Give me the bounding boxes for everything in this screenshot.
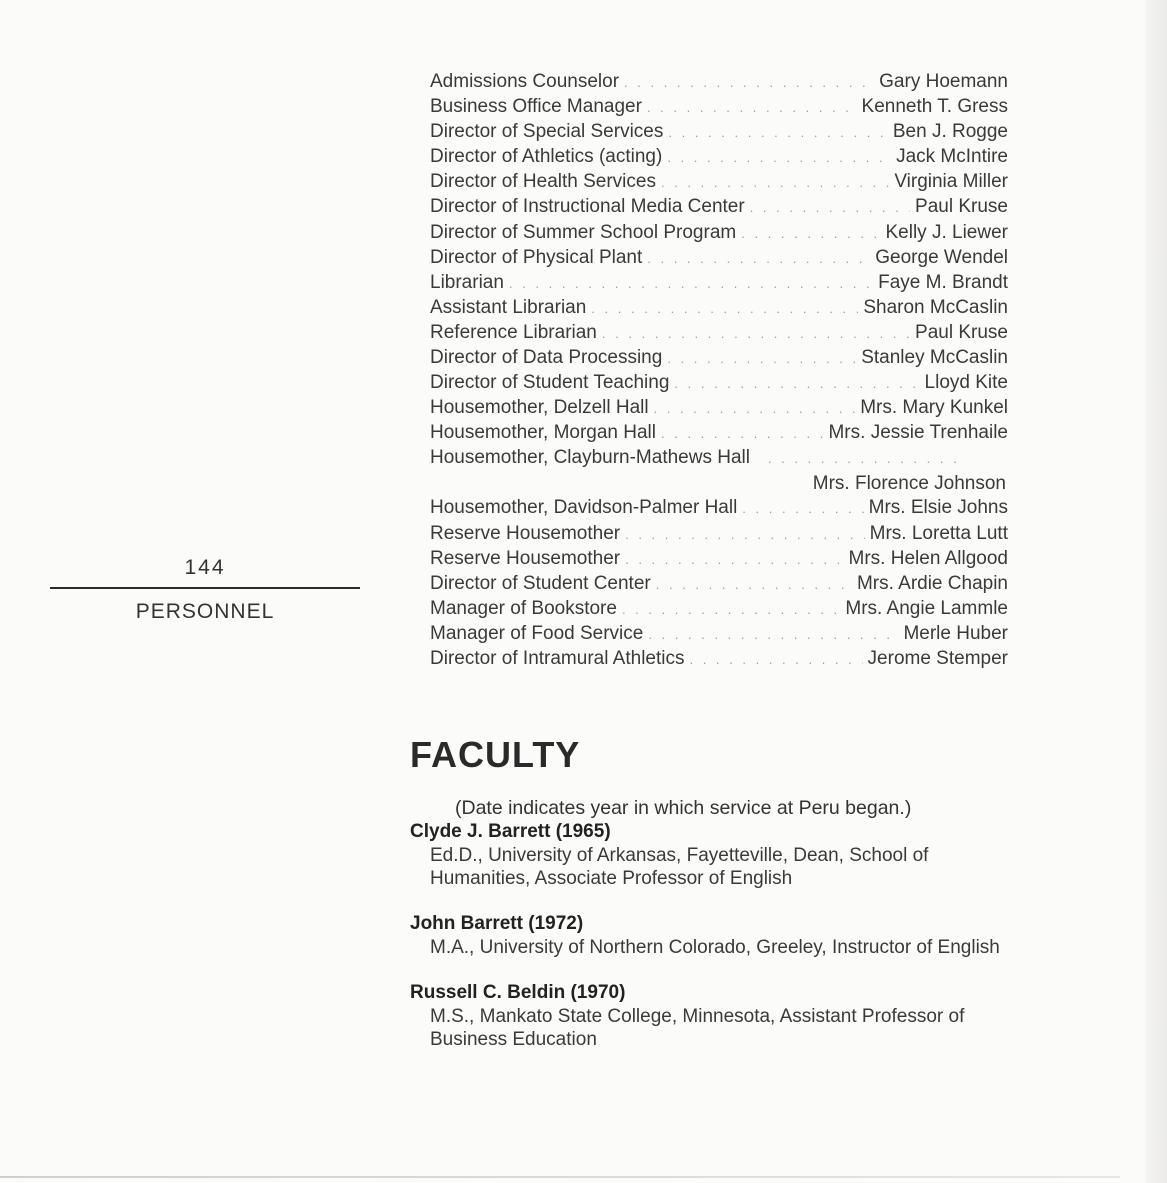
dot-leader [624, 70, 874, 95]
staff-name: Mrs. Ardie Chapin [856, 572, 1008, 594]
staff-title: Reserve Housemother [430, 547, 621, 569]
staff-row [430, 445, 1008, 495]
staff-row [430, 395, 1008, 420]
staff-name: Ben J. Rogge [892, 121, 1008, 143]
staff-row [430, 546, 1008, 571]
staff-row [430, 571, 1008, 596]
dot-leader [674, 371, 919, 396]
staff-name: Sharon McCaslin [863, 296, 1008, 318]
dot-leader [689, 647, 862, 672]
staff-name: Mrs. Mary Kunkel [860, 397, 1008, 419]
staff-name: Mrs. Helen Allgood [848, 547, 1008, 569]
page-bottom-rule [0, 1176, 1120, 1178]
dot-leader [667, 145, 891, 170]
staff-row [430, 495, 1008, 520]
staff-title: Director of Special Services [430, 121, 664, 143]
dot-leader [647, 246, 870, 271]
staff-title: Admissions Counselor [430, 71, 620, 92]
dot-leader [591, 296, 858, 321]
dot-leader [742, 496, 863, 521]
staff-title: Reference Librarian [430, 321, 597, 343]
staff-row [430, 69, 1008, 94]
staff-name: Jack McIntire [896, 146, 1008, 168]
staff-title: Director of Student Teaching [430, 372, 670, 394]
faculty-entry [410, 981, 1010, 1051]
dot-leader [602, 321, 910, 346]
staff-row [430, 295, 1008, 320]
staff-title: Housemother, Clayburn-Mathews Hall [430, 447, 750, 469]
page-right-edge [1145, 0, 1167, 1183]
staff-row [430, 169, 1008, 194]
staff-row [430, 119, 1008, 144]
staff-row [430, 345, 1008, 370]
staff-row [430, 420, 1008, 445]
staff-title: Director of Intramural Athletics [430, 647, 685, 669]
staff-row [430, 521, 1008, 546]
staff-name: Kelly J. Liewer [885, 221, 1008, 243]
dot-leader [661, 170, 889, 195]
staff-name: Jerome Stemper [867, 647, 1008, 669]
staff-title: Reserve Housemother [430, 522, 621, 544]
page-number: 144 [184, 556, 226, 579]
faculty-description: M.A., University of Northern Colorado, Greeley, Instructor of English [430, 937, 1000, 958]
staff-row [430, 220, 1008, 245]
staff-name: Mrs. Loretta Lutt [869, 522, 1008, 544]
staff-title: Assistant Librarian [430, 296, 587, 318]
staff-row [430, 270, 1008, 295]
staff-list [430, 69, 1008, 671]
staff-name: Paul Kruse [915, 196, 1008, 218]
dot-leader [667, 346, 856, 371]
dot-leader [622, 597, 840, 622]
faculty-note: (Date indicates year in which service at Peru began.) [455, 797, 912, 819]
staff-name: Merle Huber [903, 622, 1008, 644]
dot-leader [656, 572, 852, 597]
staff-title: Librarian [430, 271, 504, 293]
staff-title: Business Office Manager [430, 96, 642, 118]
staff-row [430, 621, 1008, 646]
staff-title: Housemother, Morgan Hall [430, 422, 656, 444]
staff-name: Gary Hoemann [879, 71, 1008, 92]
staff-row [430, 94, 1008, 119]
staff-row [430, 370, 1008, 395]
section-label: PERSONNEL [135, 600, 275, 623]
staff-row [430, 245, 1008, 270]
dot-leader [668, 120, 887, 145]
staff-row [430, 194, 1008, 219]
staff-title: Director of Physical Plant [430, 246, 643, 268]
staff-row [430, 320, 1008, 345]
faculty-entry [410, 820, 1010, 890]
staff-row [430, 646, 1008, 671]
staff-name: Faye M. Brandt [878, 271, 1008, 293]
staff-name: Virginia Miller [894, 171, 1008, 193]
faculty-description: Ed.D., University of Arkansas, Fayetteville, Dean, School of Humanities, Associate Professor of English [430, 845, 929, 889]
staff-name: Mrs. Angie Lammle [845, 597, 1008, 619]
dot-leader [625, 522, 865, 547]
staff-title: Housemother, Davidson-Palmer Hall [430, 497, 738, 519]
staff-name: Paul Kruse [915, 321, 1008, 343]
margin-column [50, 555, 360, 625]
dot-leader [661, 421, 823, 446]
faculty-list [410, 820, 1010, 1073]
staff-row [430, 596, 1008, 621]
dot-leader [509, 271, 873, 296]
staff-name: Mrs. Florence Johnson [812, 473, 1006, 495]
staff-title: Director of Student Center [430, 572, 651, 594]
faculty-name: John Barrett (1972) [410, 913, 584, 934]
staff-name: Stanley McCaslin [861, 347, 1008, 369]
dot-leader [648, 622, 898, 647]
dot-leader [741, 221, 880, 246]
faculty-description: M.S., Mankato State College, Minnesota, Assistant Professor of Business Education [430, 1006, 965, 1050]
staff-name: Lloyd Kite [924, 372, 1008, 394]
dot-leader [625, 547, 843, 572]
staff-name: Kenneth T. Gress [861, 96, 1008, 118]
staff-name: Mrs. Jessie Trenhaile [828, 422, 1008, 444]
staff-name: George Wendel [875, 246, 1008, 268]
staff-title: Director of Summer School Program [430, 221, 737, 243]
dot-leader [647, 95, 857, 120]
staff-title: Manager of Bookstore [430, 597, 617, 619]
staff-title: Director of Instructional Media Center [430, 196, 745, 218]
staff-name: Mrs. Elsie Johns [868, 497, 1008, 519]
dot-leader [750, 195, 910, 220]
staff-title: Director of Athletics (acting) [430, 146, 663, 168]
staff-title: Housemother, Delzell Hall [430, 397, 649, 419]
faculty-name: Russell C. Beldin (1970) [410, 982, 626, 1003]
faculty-entry [410, 912, 1010, 959]
faculty-name: Clyde J. Barrett (1965) [410, 821, 611, 842]
faculty-heading: FACULTY [410, 734, 581, 775]
dot-leader [654, 396, 856, 421]
staff-title: Director of Data Processing [430, 347, 663, 369]
dot-leader [768, 446, 958, 471]
staff-row [430, 144, 1008, 169]
staff-title: Director of Health Services [430, 171, 656, 193]
staff-title: Manager of Food Service [430, 622, 644, 644]
margin-divider [50, 587, 360, 589]
